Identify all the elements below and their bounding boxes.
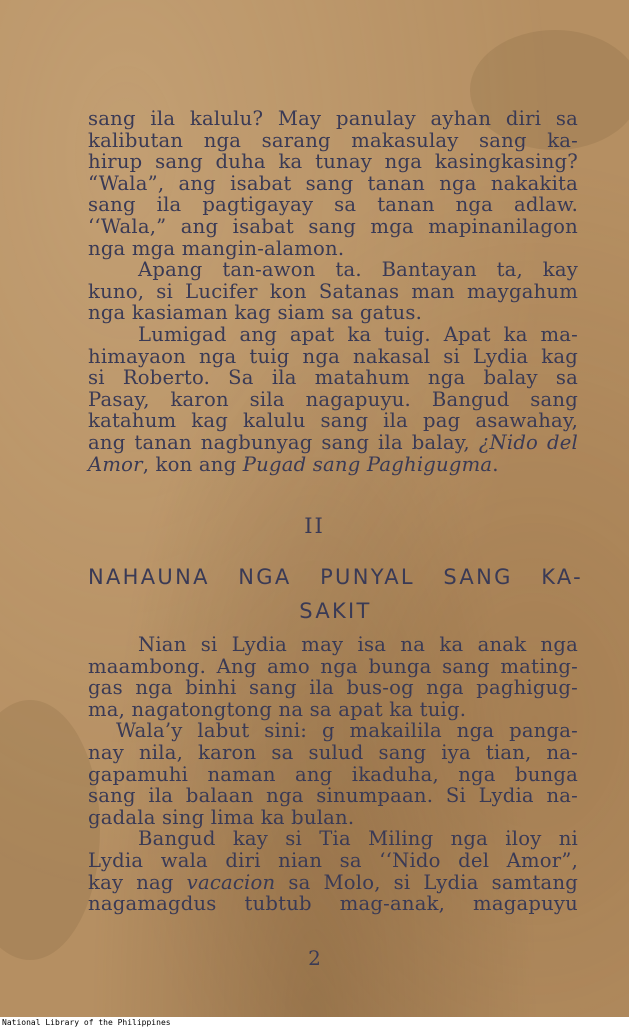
italic-title: Amor	[88, 452, 143, 476]
text-line: “Wala”, ang isabat sang tanan nga nakakita	[88, 171, 578, 195]
text-line	[88, 454, 578, 476]
footer-credit: National Library of the Philippines	[0, 1017, 629, 1028]
text-line	[88, 872, 578, 894]
text-line: gas nga binhi sang ila bus-og nga paghigug-	[88, 676, 578, 700]
text-fragment: .	[492, 452, 499, 476]
paragraph-1	[88, 108, 578, 259]
text-line: gadala sing lima ka bulan.	[88, 805, 355, 829]
text-fragment: ang tanan nagbunyag sang ila balay,	[88, 430, 470, 454]
text-block-bottom	[88, 634, 578, 915]
text-fragment: , kon ang	[142, 452, 243, 476]
text-line: gapamuhi naman ang ikaduha, nga bunga	[88, 762, 578, 786]
text-line: katahum kag kalulu sang ila pag asawahay,	[88, 409, 578, 433]
text-line: Lydia wala diri nian sa ‘‘Nido del Amor”,	[88, 848, 578, 872]
paragraph-3	[88, 324, 578, 475]
italic-word: vacacion	[186, 870, 276, 894]
text-line: kalibutan nga sarang makasulay sang ka-	[88, 128, 578, 152]
paper-stain	[0, 700, 100, 960]
text-line: hirup sang duha ka tunay nga kasingkasing?	[88, 150, 578, 174]
text-line: nga kasiaman kag siam sa gatus.	[88, 301, 423, 325]
paragraph-5	[88, 720, 578, 828]
page-number: 2	[308, 946, 321, 970]
text-line	[88, 432, 578, 454]
chapter-number: II	[304, 514, 325, 538]
text-line: Nian si Lydia may isa na ka anak nga	[138, 633, 578, 656]
text-line: Lumigad ang apat ka tuig. Apat ka ma-	[138, 322, 578, 346]
text-line: nga mga mangin-alamon.	[88, 236, 345, 260]
text-line: maambong. Ang amo nga bunga sang mating-	[88, 654, 578, 678]
text-line: sang ila balaan nga sinumpaan. Si Lydia na-	[88, 784, 578, 808]
text-fragment: sa Molo, si Lydia samtang	[275, 870, 579, 894]
text-line: himayaon nga tuig nga nakasal si Lydia kag	[88, 344, 578, 368]
text-line: ma, nagatongtong na sa apat ka tuig.	[88, 697, 467, 721]
text-line: si Roberto. Sa ila matahum nga balay sa	[88, 366, 578, 390]
text-line: nagamagdus tubtub mag-anak, magapuyu	[88, 892, 578, 916]
chapter-title	[88, 560, 583, 628]
text-line: Apang tan-awon ta. Bantayan ta, kay	[138, 258, 578, 282]
text-block-top	[88, 108, 578, 475]
text-line: kuno, si Lucifer kon Satanas man maygahum	[88, 279, 578, 303]
italic-title: ¿Nido del	[478, 430, 578, 454]
text-line: Bangud kay si Tia Miling nga iloy ni	[138, 827, 578, 851]
italic-title: Pugad sang Paghigugma	[242, 452, 493, 476]
text-fragment: kay nag	[88, 870, 187, 894]
chapter-title-line: SAKIT	[299, 599, 372, 623]
text-line: sang ila kalulu? May panulay ayhan diri sa	[88, 107, 578, 130]
text-line: ‘‘Wala,” ang isabat sang mga mapinanilagon	[88, 214, 578, 238]
paragraph-6	[88, 828, 578, 914]
paragraph-2	[88, 259, 578, 324]
text-line: Pasay, karon sila nagapuyu. Bangud sang	[88, 387, 578, 411]
text-line: nay nila, karon sa sulud sang iya tian, na-	[88, 740, 578, 764]
text-line: Wala’y labut sini: g makailila nga panga-	[116, 719, 578, 743]
text-line: sang ila pagtigayay sa tanan nga adlaw.	[88, 193, 578, 217]
chapter-title-line: NAHAUNA NGA PUNYAL SANG KA-	[88, 565, 583, 589]
paragraph-4	[88, 634, 578, 720]
